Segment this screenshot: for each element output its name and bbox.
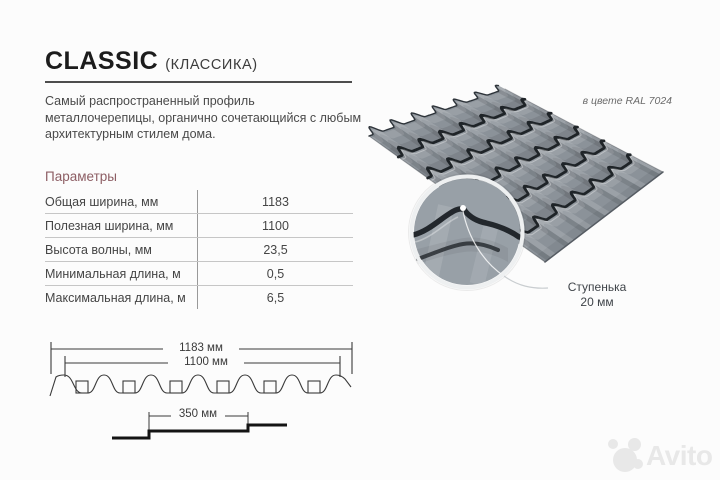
title-divider <box>45 81 352 83</box>
step-callout-label-line1: Ступенька <box>567 280 627 294</box>
avito-watermark <box>606 437 716 477</box>
parameter-row <box>45 237 353 261</box>
profile-wave-line <box>50 375 351 396</box>
profile-groove <box>264 381 276 393</box>
parameter-value: 0,5 <box>266 266 285 281</box>
profile-groove <box>308 381 320 393</box>
page-subtitle: (КЛАССИКА) <box>165 57 258 73</box>
parameter-value: 6,5 <box>266 290 285 305</box>
page-title: CLASSIC <box>45 47 159 75</box>
dim-step-length-label: 350 мм <box>178 408 218 420</box>
parameter-label: Максимальная длина, м <box>45 286 198 309</box>
avito-logo-icon <box>628 438 641 451</box>
parameter-label: Общая ширина, мм <box>45 190 198 213</box>
parameter-value: 1183 <box>262 194 289 209</box>
parameter-row <box>45 261 353 285</box>
dim-total-width-label: 1183 мм <box>179 342 223 354</box>
avito-logo-icon <box>633 459 643 469</box>
parameter-row <box>45 285 353 309</box>
parameter-label: Высота волны, мм <box>45 238 198 261</box>
parameter-row <box>45 213 353 237</box>
callout-marker-dot <box>460 205 466 211</box>
parameter-value: 1100 <box>262 218 289 233</box>
callout-leader-outer <box>504 276 548 288</box>
profile-groove <box>217 381 229 393</box>
dim-useful-width-label: 1100 мм <box>184 356 228 368</box>
profile-groove <box>123 381 135 393</box>
color-note: в цвете RAL 7024 <box>582 95 672 107</box>
watermark-text: Avito <box>646 440 713 471</box>
parameter-row <box>45 190 353 213</box>
parameter-value: 23,5 <box>263 242 288 257</box>
parameters-table <box>45 190 353 309</box>
profile-groove <box>170 381 182 393</box>
step-profile-line <box>112 425 287 438</box>
parameter-label: Полезная ширина, мм <box>45 214 198 237</box>
parameters-heading: Параметры <box>45 169 117 184</box>
product-description: Самый распространенный профиль металлочерепицы, органично сочетающийся с любым архитектурным стилем дома. <box>45 94 362 141</box>
step-callout-label <box>547 280 647 310</box>
step-callout-label-line2: 20 мм <box>580 295 614 309</box>
parameter-label: Минимальная длина, м <box>45 262 198 285</box>
avito-logo-icon <box>608 439 618 449</box>
